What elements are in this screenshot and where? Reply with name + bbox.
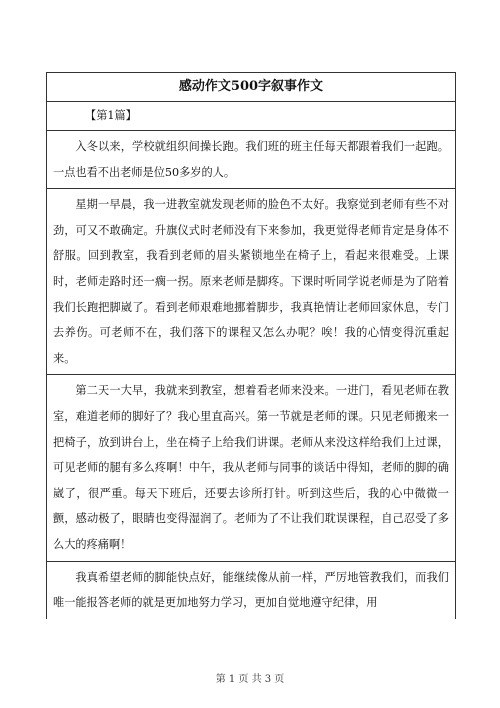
paragraph-row (47, 562, 455, 619)
paragraph-4: 我真希望老师的脚能快点好，能继续像从前一样，严厉地管教我们，而我们唯一能报答老师的就是更加地努力学习，更加自觉地遵守纪律，用 (53, 570, 449, 610)
essay-table (46, 72, 456, 619)
page-footer: 第 1 页 共 3 页 (215, 674, 285, 685)
paragraph-row (47, 375, 455, 561)
paragraph-2: 星期一早晨，我一进教室就发现老师的脸色不太好。我察觉到老师有些不对劲，可又不敢确定。升旗仪式时老师没有下来参加，我更觉得老师肯定是身体不舒服。回到教室，我看到老师的眉头紧锁地坐在椅子上，看起来很难受。上课时，老师走路时还一瘸一拐。原来老师是脚疼。下课时听同学说老师是为了陪着我们长跑把脚崴了。看到老师艰难地挪着脚步，我真艳情让老师回家休息，专门去养伤。可老师不在，我们落下的课程又怎么办呢？唉！我的心情变得沉重起来。 (53, 198, 449, 365)
paragraph-1: 入冬以来，学校就组织间操长跑。我们班的班主任每天都跟着我们一起跑。一点也看不出老师是位50多岁的人。 (53, 140, 449, 179)
paragraph-3: 第二天一大早，我就来到教室，想着看老师来没来。一进门，看见老师在教室，难道老师的脚好了？我心里直高兴。第一节就是老师的课。只见老师搬来一把椅子，放到讲台上，坐在椅子上给我们讲课。老师从来没这样给我们上过课，可见老师的腿有多么疼啊！中午，我从老师与同事的谈话中得知，老师的脚的确崴了，很严重。每天下班后，还要去诊所打针。听到这些后，我的心中微微一颤，感动极了，眼睛也变得湿润了。老师为了不让我们耽误课程，自己忍受了多么大的疼痛啊！ (53, 384, 449, 551)
paragraph-row (47, 131, 455, 189)
section-label: 【第1篇】 (47, 102, 455, 131)
essay-title: 感动作文500字叙事作文 (47, 73, 455, 102)
paragraph-row (47, 189, 455, 375)
